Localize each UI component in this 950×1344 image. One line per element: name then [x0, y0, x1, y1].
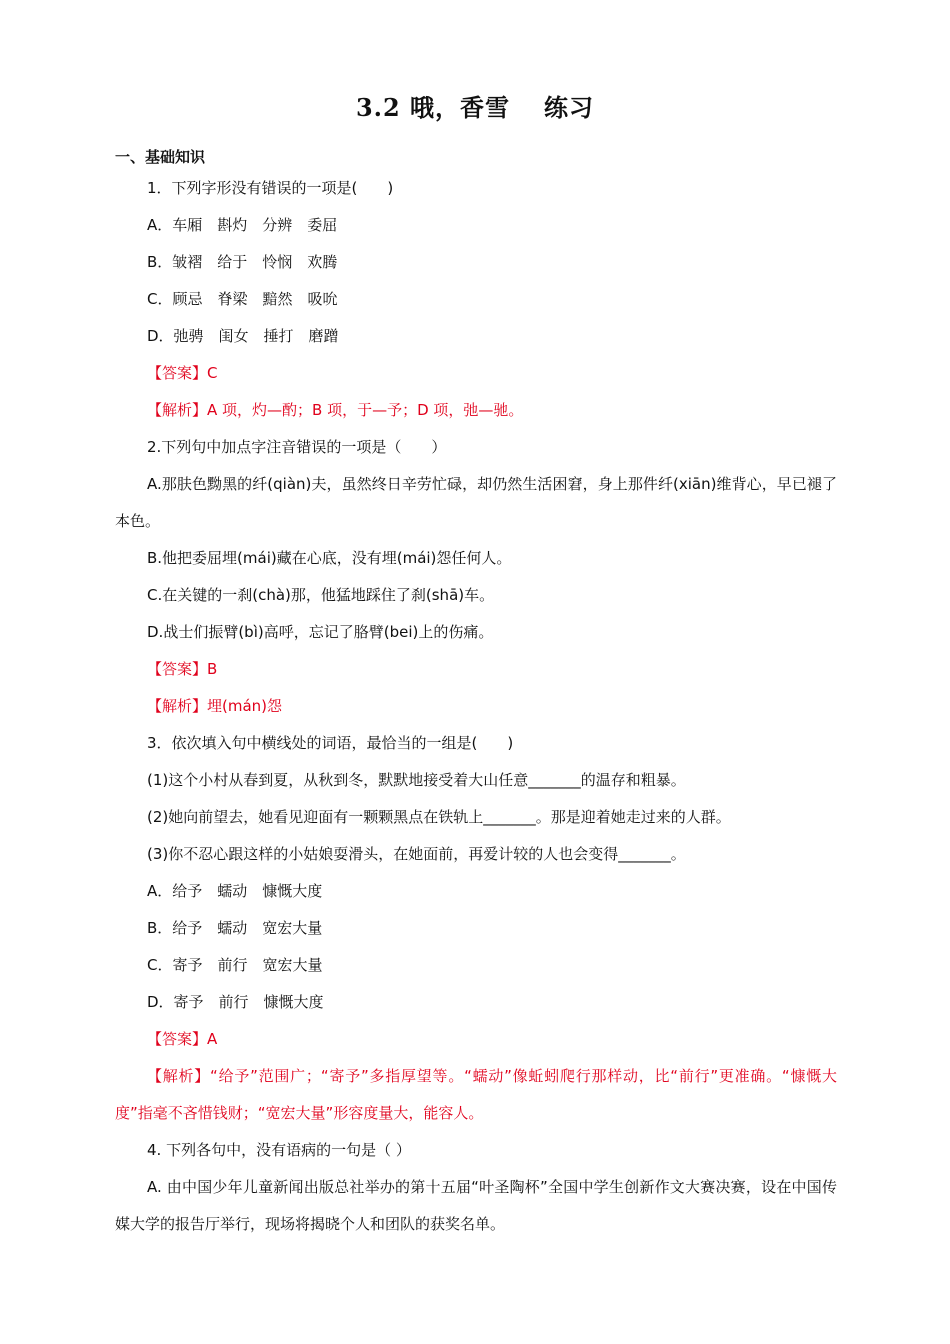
q3-sentence-1: (1)这个小村从春到夏，从秋到冬，默默地接受着大山任意_______的温存和粗暴。	[147, 771, 686, 789]
q2-option-c: C.在关键的一刹(chà)那，他猛地踩住了刹(shā)车。	[147, 586, 495, 604]
q1-stem: 1．下列字形没有错误的一项是( )	[147, 179, 394, 197]
q1-option-c: C．顾忌 脊梁 黯然 吸吮	[147, 290, 338, 308]
q3-option-a: A．给予 蠕动 慷慨大度	[147, 882, 323, 900]
title-part-2: 练习	[544, 93, 595, 122]
q2-option-d: D.战士们振臂(bì)高呼，忘记了胳臂(bei)上的伤痛。	[147, 623, 494, 641]
q1-option-d: D．弛骋 闺女 捶打 磨蹭	[147, 327, 339, 345]
q3-sentence-3: (3)你不忍心跟这样的小姑娘耍滑头，在她面前，再爱计较的人也会变得_______。	[147, 845, 686, 863]
q2-stem: 2.下列句中加点字注音错误的一项是（ ）	[147, 438, 447, 456]
q1-option-b: B．皱褶 给于 怜悯 欢腾	[147, 253, 338, 271]
q1-analysis: 【解析】A 项，灼—酌；B 项，于—予；D 项，弛—驰。	[147, 401, 524, 419]
section-heading: 一、基础知识	[115, 148, 206, 166]
q3-sentence-2: (2)她向前望去，她看见迎面有一颗颗黑点在铁轨上_______。那是迎着她走过来的人群。	[147, 808, 731, 826]
q2-analysis: 【解析】埋(mán)怨	[147, 697, 283, 715]
q3-analysis: 【解析】“给予”范围广；“寄予”多指厚望等。“蠕动”像蚯蚓爬行那样动，比“前行”更准确。“慷慨大度”指毫不吝惜钱财；“宽宏大量”形容度量大，能容人。	[115, 1067, 837, 1122]
q3-option-b: B．给予 蠕动 宽宏大量	[147, 919, 323, 937]
title-part-1: 3.2 哦，香雪	[355, 93, 511, 122]
q3-answer: 【答案】A	[147, 1030, 218, 1048]
q4-stem: 4. 下列各句中，没有语病的一句是（ ）	[147, 1141, 411, 1159]
q4-option-a: A. 由中国少年儿童新闻出版总社举办的第十五届“叶圣陶杯”全国中学生创新作文大赛决赛，设在中国传媒大学的报告厅举行，现场将揭晓个人和团队的获奖名单。	[115, 1178, 837, 1233]
q1-answer: 【答案】C	[147, 364, 218, 382]
q2-answer: 【答案】B	[147, 660, 218, 678]
page-title	[0, 88, 950, 123]
q3-option-d: D．寄予 前行 慷慨大度	[147, 993, 324, 1011]
q1-option-a: A．车厢 斟灼 分辨 委屈	[147, 216, 338, 234]
exercise-content	[115, 170, 837, 1243]
q2-option-a: A.那肤色黝黑的纤(qiàn)夫，虽然终日辛劳忙碌，却仍然生活困窘，身上那件纤(xiān)维背心，早已褪了本色。	[115, 475, 837, 530]
q2-option-b: B.他把委屈埋(mái)藏在心底，没有埋(mái)怨任何人。	[147, 549, 512, 567]
q3-stem: 3．依次填入句中横线处的词语，最恰当的一组是( )	[147, 734, 514, 752]
q3-option-c: C．寄予 前行 宽宏大量	[147, 956, 323, 974]
